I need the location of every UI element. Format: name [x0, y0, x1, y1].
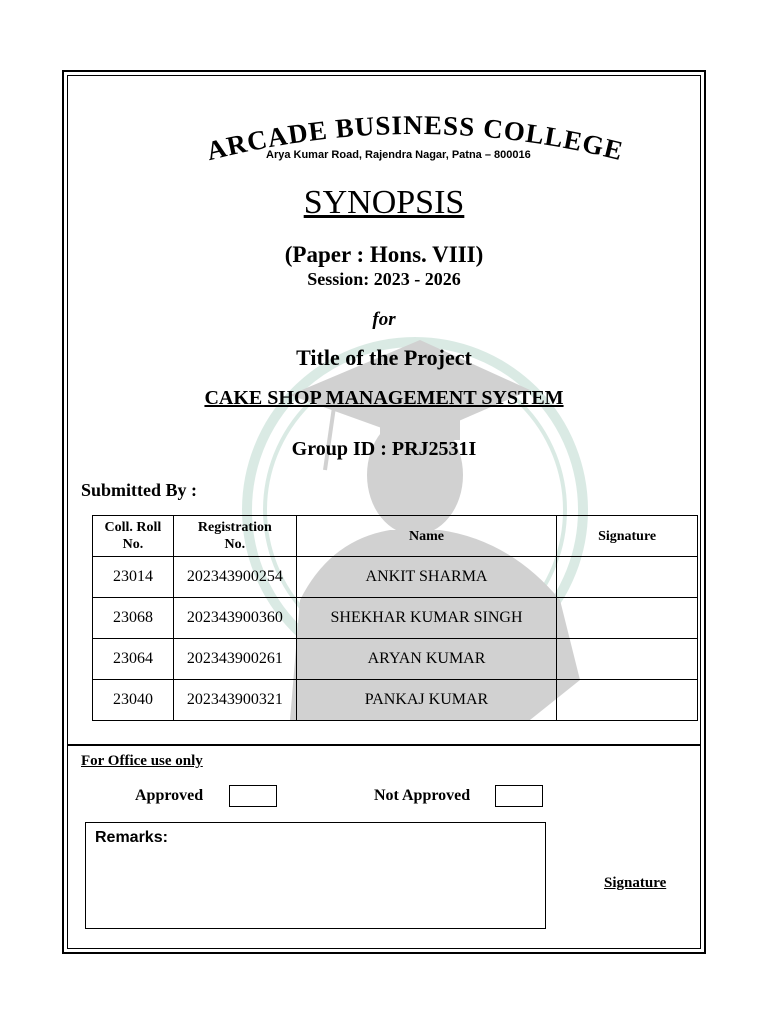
registration-cell: 202343900360: [173, 598, 296, 639]
office-section-divider: [67, 744, 701, 746]
group-id: Group ID : PRJ2531I: [291, 438, 477, 460]
roll-cell: 23064: [93, 639, 174, 680]
members-table: [92, 515, 698, 721]
college-name: ARCADE BUSINESS COLLEGE: [203, 109, 627, 167]
name-cell: SHEKHAR KUMAR SINGH: [296, 598, 556, 639]
remarks-field[interactable]: [85, 822, 546, 929]
registration-cell: 202343900254: [173, 557, 296, 598]
signature-cell: [557, 557, 698, 598]
for-label: for: [372, 309, 396, 330]
registration-cell: 202343900321: [173, 680, 296, 721]
session-label: Session: 2023 - 2026: [307, 269, 461, 289]
name-cell: PANKAJ KUMAR: [296, 680, 556, 721]
college-address: Arya Kumar Road, Rajendra Nagar, Patna – 800016: [266, 149, 531, 161]
table-row: [93, 598, 698, 639]
remarks-label: Remarks:: [95, 829, 168, 846]
paper-label: (Paper : Hons. VIII): [284, 242, 484, 267]
approved-checkbox[interactable]: [229, 785, 277, 807]
college-logo: [165, 108, 665, 188]
header-registration-no: Registration No.: [173, 516, 296, 557]
office-signature-label: Signature: [604, 875, 667, 891]
signature-cell: [557, 680, 698, 721]
table-row: [93, 557, 698, 598]
signature-cell: [557, 639, 698, 680]
table-row: [93, 680, 698, 721]
header-roll-no: Coll. Roll No.: [93, 516, 174, 557]
table-row: [93, 639, 698, 680]
roll-cell: 23040: [93, 680, 174, 721]
roll-cell: 23068: [93, 598, 174, 639]
roll-cell: 23014: [93, 557, 174, 598]
signature-cell: [557, 598, 698, 639]
table-header-row: [93, 516, 698, 557]
document-type: SYNOPSIS: [303, 184, 465, 221]
header-signature: Signature: [557, 516, 698, 557]
name-cell: ANKIT SHARMA: [296, 557, 556, 598]
approved-label: Approved: [135, 787, 204, 804]
not-approved-checkbox[interactable]: [495, 785, 543, 807]
not-approved-label: Not Approved: [374, 787, 471, 804]
project-title-label: Title of the Project: [296, 345, 472, 370]
project-title: CAKE SHOP MANAGEMENT SYSTEM: [204, 387, 564, 409]
office-use-heading: For Office use only: [81, 753, 203, 769]
registration-cell: 202343900261: [173, 639, 296, 680]
submitted-by-label: Submitted By :: [81, 480, 198, 500]
header-name: Name: [296, 516, 556, 557]
name-cell: ARYAN KUMAR: [296, 639, 556, 680]
